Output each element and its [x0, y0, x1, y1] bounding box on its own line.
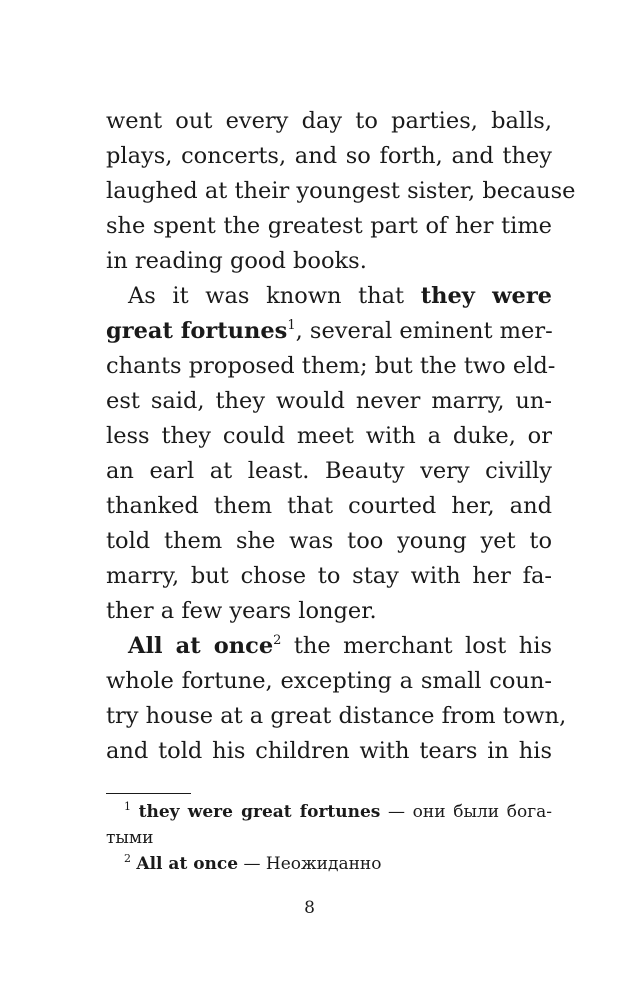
page-number: 8: [304, 898, 315, 918]
body-line-18: try house at a great distance from town,: [106, 703, 567, 729]
bold-term: All at once: [128, 633, 274, 659]
bold-term: great fortunes: [106, 318, 288, 344]
footnote-term: All at once: [136, 854, 239, 874]
body-line-1: went out every day to parties, balls,: [106, 108, 552, 134]
body-line-4: she spent the greatest part of her time: [106, 213, 552, 239]
body-line-12: thanked them that courted her, and: [106, 493, 552, 519]
footnote-number: 1: [124, 800, 131, 813]
bold-term: they were: [420, 283, 552, 309]
body-line-13: told them she was too young yet to: [106, 528, 552, 554]
footnote-2: $^2$ All at once — Неожиданно: [124, 852, 382, 874]
footnote-marker: 1: [287, 318, 296, 333]
body-line-9: est said, they would never marry, un-: [106, 388, 552, 414]
body-line-16: All at once$^2$ the merchant lost his: [128, 633, 553, 659]
footnote-1: $^1$ they were great fortunes — они были бога-: [124, 800, 553, 822]
body-line-7: great fortunes$^1$, several eminent mer-: [106, 318, 553, 344]
body-line-15: ther a few years longer.: [106, 598, 377, 624]
body-line-10: less they could meet with a duke, or: [106, 423, 552, 449]
footnote-divider: [106, 793, 191, 794]
footnote-number: 2: [124, 852, 131, 865]
body-line-17: whole fortune, excepting a small coun-: [106, 668, 552, 694]
footnote-term: they were great fortunes: [138, 802, 381, 822]
body-line-11: an earl at least. Beauty very civilly: [106, 458, 552, 484]
body-line-2: plays, concerts, and so forth, and they: [106, 143, 552, 169]
body-line-19: and told his children with tears in his: [106, 738, 552, 764]
body-line-6: As it was known that they were: [128, 283, 552, 309]
body-line-8: chants proposed them; but the two eld-: [106, 353, 556, 379]
footnote-marker: 2: [273, 633, 282, 648]
footnote-1-continued: тыми: [106, 828, 154, 848]
body-line-14: marry, but chose to stay with her fa-: [106, 563, 552, 589]
body-line-5: in reading good books.: [106, 248, 367, 274]
body-line-3: laughed at their youngest sister, because: [106, 178, 576, 204]
